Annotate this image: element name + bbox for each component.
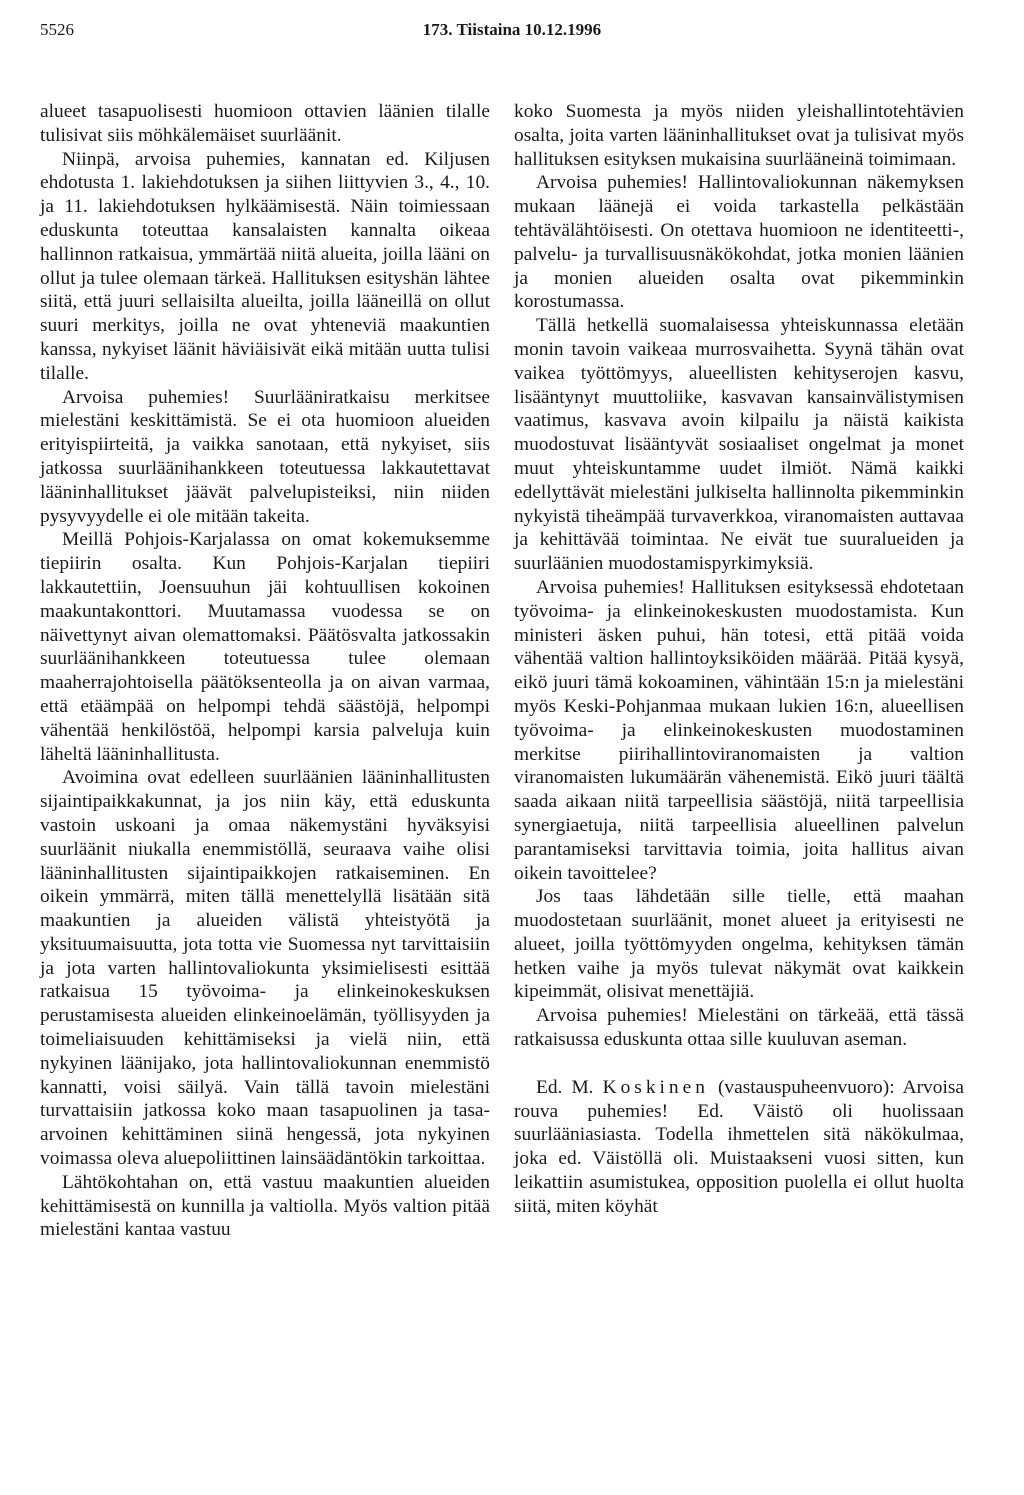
paragraph: Arvoisa puhemies! Hallintovaliokunnan näkemyksen mukaan läänejä ei voida tarkastella pelkästään tehtävälähtöisesti. On otettava huomioon ne identiteetti-, palvelu- ja turvallisuusnäkökohdat, jotka monien läänien ja monien alueiden osalta ovat pikemminkin korostumassa. — [514, 172, 964, 313]
speaker-role: (vastauspuheenvuoro): — [708, 1076, 895, 1098]
left-column — [40, 100, 490, 1242]
paragraph: Arvoisa puhemies! Suurlääniratkaisu merkitsee mielestäni keskittämistä. Se ei ota huomioon alueiden erityispiirteitä, ja vaikka sanotaan, että nykyiset, siis jatkossa suurläänihankkeen toteutuessa lakkautettavat lääninhallitukset jäävät palvelupisteiksi, niin niiden pysyvyydelle ei ole mitään takeita. — [40, 386, 490, 527]
speaker-text: Arvoisa rouva puhemies! Ed. Väistö oli huolissaan suurlääniasiasta. Todella ihmettelen sitä näkökulmaa, joka ed. Väistöllä oli. Muistaakseni vuosi sitten, kun leikattiin asumistukea, opposition puolella ei ollut huolta siitä, miten köyhät — [514, 1076, 964, 1217]
paragraph: koko Suomesta ja myös niiden yleishallintotehtävien osalta, joita varten lääninhallitukset ovat ja tulisivat myös hallituksen esityksen mukaisina suurlääneinä toimimaan. — [514, 101, 964, 170]
speaker-name: Koskinen — [602, 1076, 709, 1098]
page-header — [40, 20, 984, 44]
paragraph: Arvoisa puhemies! Mielestäni on tärkeää, että tässä ratkaisussa eduskunta ottaa sille kuuluvan aseman. — [514, 1005, 964, 1051]
paragraph: Lähtökohtahan on, että vastuu maakuntien alueiden kehittämisestä on kunnilla ja valtiolla. Myös valtion pitää mielestäni kantaa vastuu — [40, 1171, 490, 1241]
right-column — [514, 100, 964, 1219]
paragraph: Meillä Pohjois-Karjalassa on omat kokemuksemme tiepiirin osalta. Kun Pohjois-Karjalan tiepiiri lakkautettiin, Joensuuhun jäi kohtuullisen kokoinen maakuntakonttori. Muutamassa vuodessa se on näivettynyt aivan olemattomaksi. Päätösvalta jatkossakin suurläänihankkeen toteutuessa tulee olemaan maaherrajohtoisella päätöksenteolla ja on aivan varmaa, että etäämpää on helpompi tehdä säästöjä, helpompi vähentää henkilöstöä, helpompi karsia palveluja kuin läheltä lääninhallitusta. — [40, 529, 490, 765]
speaker-prefix: Ed. M. — [536, 1076, 603, 1098]
paragraph: Jos taas lähdetään sille tielle, että maahan muodostetaan suurläänit, monet alueet ja erityisesti ne alueet, joilla työttömyyden ongelma, kehityksen tämän hetken vaihe ja myös tulevat näkymät ovat kaikkein kipeimmät, olisivat menettäjiä. — [514, 886, 964, 1003]
page-number: 5526 — [40, 20, 74, 39]
issue-title: 173. Tiistaina 10.12.1996 — [422, 20, 602, 39]
paragraph: Niinpä, arvoisa puhemies, kannatan ed. Kiljusen ehdotusta 1. lakiehdotuksen ja siihen liittyvien 3., 4., 10. ja 11. lakiehdotuksen hylkäämisestä. Näin toimiessaan eduskunta toteuttaa kansalaisten kannalta oikeaa hallinnon ratkaisua, ymmärtää niitä alueita, joilla lääni on ollut ja tulee olemaan tärkeä. Hallituksen esityshän lähtee siitä, että juuri sellaisilta alueilta, joilla lääneillä on ollut suuri merkitys, joilla ne ovat yhteneviä maakuntien kanssa, nykyiset läänit häviäisivät eikä mitään uutta tulisi tilalle. — [40, 148, 490, 384]
paragraph: Tällä hetkellä suomalaisessa yhteiskunnassa eletään monin tavoin vaikeaa murrosvaihetta. Syynä tähän ovat vaikea työttömyys, alueellisten kehityserojen kasvu, lisääntynyt muuttoliike, kasvavan kansainvälistymisen vaatimus, kasvava avoin kilpailu ja näistä kaikista muodostuvat lisääntyvät sosiaaliset ongelmat ja monet muut yhteiskuntamme uudet ilmiöt. Nämä kaikki edellyttävät mielestäni julkiselta hallinnolta pikemminkin nykyistä tiheämpää turvaverkkoa, viranomaisten auttavaa ja kehittävää toimintaa. Ne eivät tue suuralueiden ja suurläänien muodostamispyrkimyksiä. — [514, 315, 964, 575]
paragraph: Avoimina ovat edelleen suurläänien lääninhallitusten sijaintipaikkakunnat, ja jos niin käy, että eduskunta vastoin uskoani ja omaa näkemystäni hyväksyisi suurläänit niukalla enemmistöllä, seuraava vaihe olisi lääninhallitusten sijaintipaikkojen ratkaiseminen. En oikein ymmärrä, miten tällä menettelyllä lisätään sitä maakuntien ja alueiden välistä yhteistyötä ja yksituumaisuutta, jota totta vie Suomessa nyt tarvittaisiin ja jota varten hallintovaliokunta yksimielisesti esittää ratkaisua 15 työvoima- ja elinkeinokeskuksen perustamisesta alueiden elinkeinoelämän, työllisyyden ja toimeliaisuuden kehittämiseksi ja vielä niin, että nykyinen läänijako, jota hallintovaliokunnan enemmistö kannatti, voisi säilyä. Vain tällä tavoin mielestäni turvattaisiin jatkossa koko maan tasapuolinen ja tasa-arvoinen kehittäminen siinä hengessä, jota nykyinen voimassa oleva aluepoliittinen lainsäädäntökin tarkoittaa. — [40, 767, 490, 1170]
speaker-paragraph — [514, 1076, 964, 1219]
paragraph: alueet tasapuolisesti huomioon ottavien läänien tilalle tulisivat siis möhkälemäiset suurläänit. — [40, 101, 490, 146]
paragraph: Arvoisa puhemies! Hallituksen esityksessä ehdotetaan työvoima- ja elinkeinokeskusten muodostamista. Kun ministeri äsken puhui, hän totesi, että pitää voida vähentää valtion hallintoyksiköiden määrää. Pitää kysyä, eikö juuri tämä kokoaminen, vähintään 15:n ja mielestäni myös Keski-Pohjanmaa mukaan lukien 16:n, alueellisen työvoima- ja elinkeinokeskusten muodostaminen merkitse piirihallintoviranomaisten ja valtion viranomaisten lukumäärän vähenemistä. Eikö juuri täältä saada aikaan niitä tarpeellisia säästöjä, niitä tarpeellisia synergiaetuja, niitä tarpeellisia alueellinen palvelun parantamiseksi tarvittavia toimia, joita hallitus aivan oikein tavoittelee? — [514, 576, 964, 884]
